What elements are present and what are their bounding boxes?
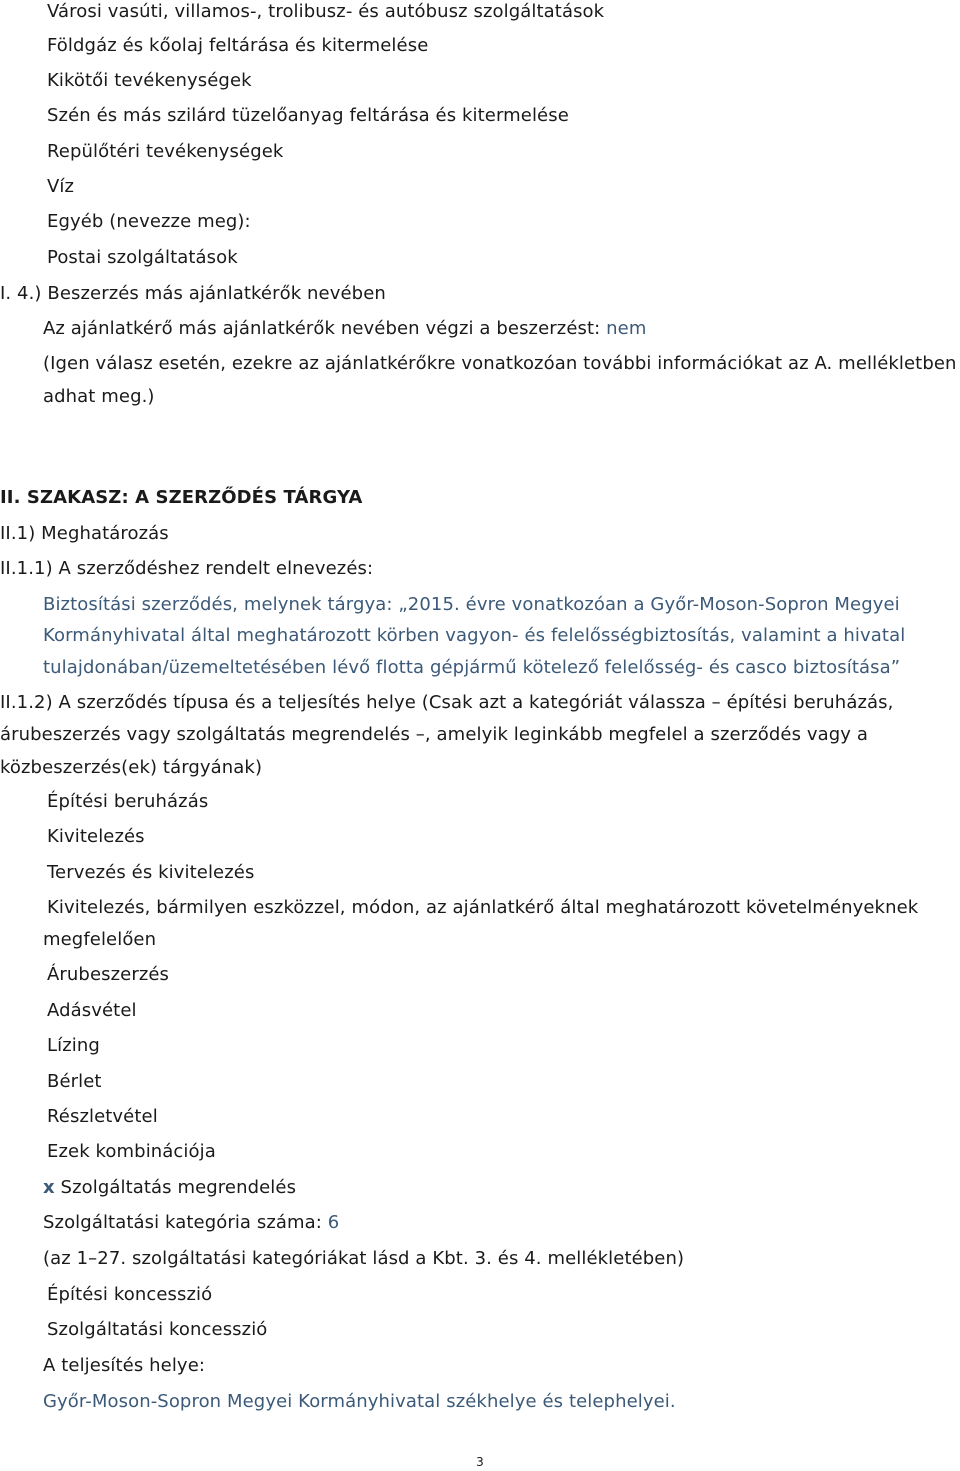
sector-item: Szén és más szilárd tüzelőanyag feltárása és kitermelése	[47, 105, 569, 126]
sector-item: Repülőtéri tevékenységek	[47, 141, 284, 162]
service-category	[43, 1211, 339, 1235]
contract-name-line: Kormányhivatal által meghatározott körben vagyon- és felelősségbiztosítás, valamint a hivatal	[43, 625, 906, 646]
category-note: (az 1–27. szolgáltatási kategóriákat lásd a Kbt. 3. és 4. mellékletében)	[43, 1248, 685, 1269]
subsection-text: közbeszerzés(ek) tárgyának)	[0, 757, 263, 778]
section-heading-ii: II. SZAKASZ: A SZERZŐDÉS TÁRGYA	[0, 487, 363, 508]
page-number: 3	[476, 1455, 484, 1469]
contract-name-line: tulajdonában/üzemeltetésében lévő flotta gépjármű kötelező felelősség- és casco biztosítása”	[43, 657, 901, 678]
option-item: Részletvétel	[47, 1106, 158, 1127]
option-item: Árubeszerzés	[47, 964, 170, 985]
note-line: (Igen válasz esetén, ezekre az ajánlatkérőkre vonatkozóan további információkat az A. mellékletben	[43, 353, 957, 374]
note-line: adhat meg.)	[43, 386, 155, 407]
category-label: Szolgáltatási kategória száma:	[43, 1212, 328, 1233]
sector-item: Városi vasúti, villamos-, trolibusz- és autóbusz szolgáltatások	[47, 1, 605, 22]
subsection-text: árubeszerzés vagy szolgáltatás megrendelés –, amelyik leginkább megfelel a szerződés vagy a	[0, 724, 868, 745]
category-value: 6	[327, 1212, 340, 1233]
option-item: Szolgáltatási koncesszió	[47, 1319, 268, 1340]
option-label: Szolgáltatás megrendelés	[60, 1177, 297, 1198]
sector-item: Postai szolgáltatások	[47, 247, 238, 268]
subsection-heading: II.1.2) A szerződés típusa és a teljesítés helye (Csak azt a kategóriát válassza – építési beruházás,	[0, 692, 894, 713]
sector-item: Kikötői tevékenységek	[47, 70, 252, 91]
answer-value: nem	[606, 318, 647, 339]
option-item: Adásvétel	[47, 1000, 137, 1021]
option-item: Kivitelezés	[47, 826, 145, 847]
place-label: A teljesítés helye:	[43, 1355, 206, 1376]
option-item: Építési beruházás	[47, 791, 209, 812]
place-value: Győr-Moson-Sopron Megyei Kormányhivatal székhelye és telephelyei.	[43, 1391, 676, 1412]
option-item: Ezek kombinációja	[47, 1141, 216, 1162]
option-item: megfelelően	[43, 929, 157, 950]
subsection-heading: II.1.1) A szerződéshez rendelt elnevezés:	[0, 558, 374, 579]
subsection-heading: II.1) Meghatározás	[0, 523, 169, 544]
joint-procurement-question	[43, 317, 646, 341]
section-heading-i4: I. 4.) Beszerzés más ajánlatkérők nevében	[0, 283, 386, 304]
selected-mark: x	[43, 1177, 55, 1198]
option-item: Kivitelezés, bármilyen eszközzel, módon, az ajánlatkérő által meghatározott követelményeknek	[47, 897, 919, 918]
option-item-selected	[43, 1176, 296, 1200]
option-item: Lízing	[47, 1035, 100, 1056]
option-item: Tervezés és kivitelezés	[47, 862, 255, 883]
option-item: Építési koncesszió	[47, 1284, 213, 1305]
sector-item: Földgáz és kőolaj feltárása és kitermelése	[47, 35, 429, 56]
option-item: Bérlet	[47, 1071, 102, 1092]
sector-item: Víz	[47, 176, 75, 197]
contract-name-line: Biztosítási szerződés, melynek tárgya: „2015. évre vonatkozóan a Győr-Moson-Sopron Megyei	[43, 594, 900, 615]
sector-item: Egyéb (nevezze meg):	[47, 211, 251, 232]
question-text: Az ajánlatkérő más ajánlatkérők nevében végzi a beszerzést:	[43, 318, 607, 339]
